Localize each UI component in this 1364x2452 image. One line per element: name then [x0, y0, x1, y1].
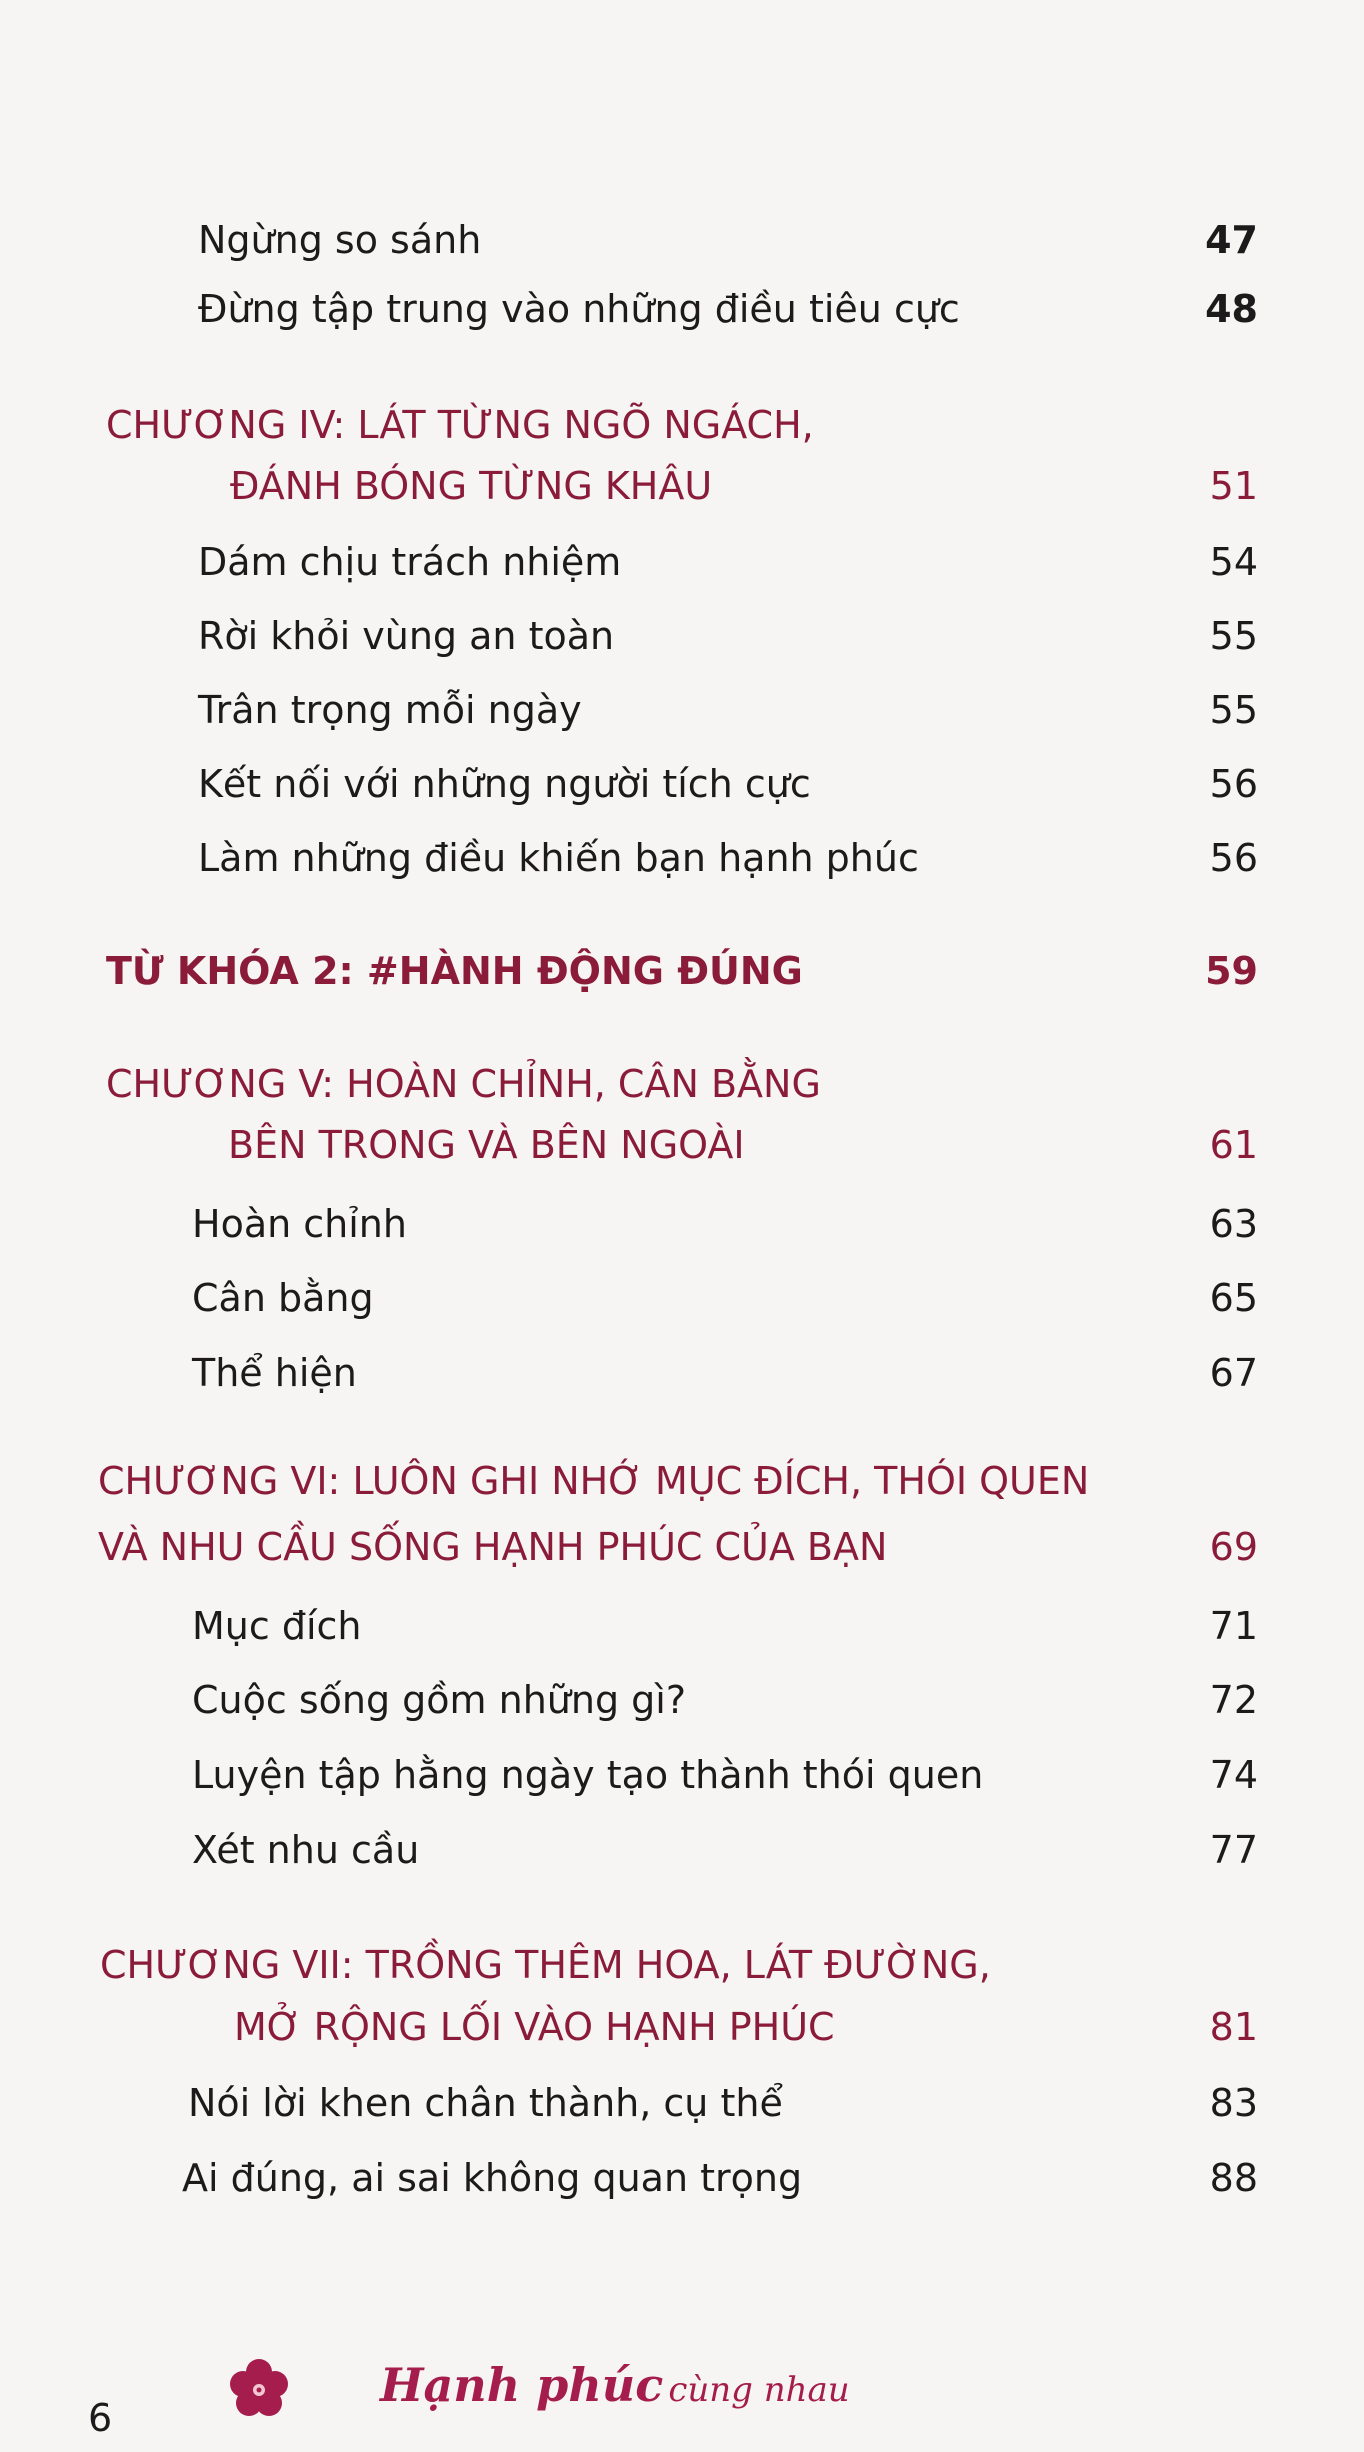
toc-entry — [0, 2143, 1364, 2213]
entry-page: 69 — [1209, 1525, 1258, 1569]
brand-sub: cùng nhau — [668, 2370, 850, 2410]
toc-entry — [0, 601, 1364, 671]
entry-title: Cân bằng — [192, 1276, 374, 1320]
toc-entry — [0, 1591, 1364, 1661]
chapter-title-line1: CHƯƠNG VII: TRỒNG THÊM HOA, LÁT ĐƯỜNG, — [100, 1943, 991, 1987]
entry-title: Đừng tập trung vào những điều tiêu cực — [198, 287, 960, 331]
entry-page: 67 — [1209, 1351, 1258, 1395]
chapter-heading — [0, 1110, 1364, 1180]
chapter-heading — [0, 1446, 1364, 1516]
entry-page: 65 — [1209, 1276, 1258, 1320]
toc-entry — [0, 527, 1364, 597]
entry-page: 59 — [1205, 949, 1258, 993]
entry-page: 74 — [1209, 1753, 1258, 1797]
entry-title: Kết nối với những người tích cực — [198, 762, 811, 806]
brand-main: Hạnh phúc — [380, 2358, 664, 2412]
entry-page: 63 — [1209, 1202, 1258, 1246]
entry-page: 71 — [1209, 1604, 1258, 1648]
toc-entry — [0, 1263, 1364, 1333]
page-number: 6 — [88, 2396, 113, 2440]
entry-title: Dám chịu trách nhiệm — [198, 540, 622, 584]
entry-title: Mục đích — [192, 1604, 362, 1648]
entry-page: 47 — [1205, 218, 1258, 262]
entry-page: 72 — [1209, 1678, 1258, 1722]
toc-entry — [0, 1189, 1364, 1259]
toc-entry — [0, 1740, 1364, 1810]
toc-entry — [0, 1338, 1364, 1408]
entry-page: 83 — [1209, 2081, 1258, 2125]
chapter-title-line1: CHƯƠNG VI: LUÔN GHI NHỚ MỤC ĐÍCH, THÓI QUEN — [98, 1459, 1090, 1503]
chapter-heading — [0, 390, 1364, 460]
chapter-heading — [0, 1512, 1364, 1582]
toc-entry — [0, 823, 1364, 893]
chapter-heading — [0, 1049, 1364, 1119]
entry-page: 56 — [1209, 762, 1258, 806]
chapter-title-line2: MỞ RỘNG LỐI VÀO HẠNH PHÚC — [234, 2005, 835, 2049]
chapter-title-line2: VÀ NHU CẦU SỐNG HẠNH PHÚC CỦA BẠN — [98, 1525, 888, 1569]
entry-page: 55 — [1209, 688, 1258, 732]
chapter-title-line2: BÊN TRONG VÀ BÊN NGOÀI — [228, 1123, 745, 1167]
entry-page: 54 — [1209, 540, 1258, 584]
chapter-heading — [0, 1992, 1364, 2062]
entry-title: Làm những điều khiến bạn hạnh phúc — [198, 836, 919, 880]
entry-title: Nói lời khen chân thành, cụ thể — [188, 2081, 783, 2125]
entry-title: Cuộc sống gồm những gì? — [192, 1678, 687, 1722]
entry-title: Rời khỏi vùng an toàn — [198, 614, 615, 658]
entry-page: 55 — [1209, 614, 1258, 658]
entry-page: 81 — [1209, 2005, 1258, 2049]
entry-page: 51 — [1209, 464, 1258, 508]
toc-entry — [0, 205, 1364, 275]
toc-entry — [0, 675, 1364, 745]
keyword-heading — [0, 936, 1364, 1006]
entry-title: Thể hiện — [192, 1351, 357, 1395]
entry-title: Xét nhu cầu — [192, 1828, 420, 1872]
keyword-title: TỪ KHÓA 2: #HÀNH ĐỘNG ĐÚNG — [106, 949, 803, 993]
entry-title: Ngừng so sánh — [198, 218, 482, 262]
toc-entry — [0, 1665, 1364, 1735]
chapter-title-line1: CHƯƠNG V: HOÀN CHỈNH, CÂN BẰNG — [106, 1062, 821, 1106]
entry-page: 48 — [1205, 287, 1258, 331]
chapter-heading — [0, 1930, 1364, 2000]
entry-page: 77 — [1209, 1828, 1258, 1872]
toc-entry — [0, 274, 1364, 344]
entry-page: 88 — [1209, 2156, 1258, 2200]
chapter-heading — [0, 451, 1364, 521]
chapter-title-line2: ĐÁNH BÓNG TỪNG KHÂU — [230, 464, 713, 508]
entry-page: 61 — [1209, 1123, 1258, 1167]
chapter-title-line1: CHƯƠNG IV: LÁT TỪNG NGÕ NGÁCH, — [106, 403, 814, 447]
flower-icon — [226, 2356, 292, 2422]
entry-title: Trân trọng mỗi ngày — [198, 688, 582, 732]
toc-entry — [0, 2068, 1364, 2138]
book-brand — [380, 2358, 850, 2412]
entry-title: Ai đúng, ai sai không quan trọng — [182, 2156, 803, 2200]
toc-entry — [0, 749, 1364, 819]
toc-entry — [0, 1815, 1364, 1885]
entry-title: Hoàn chỉnh — [192, 1202, 407, 1246]
entry-title: Luyện tập hằng ngày tạo thành thói quen — [192, 1753, 984, 1797]
entry-page: 56 — [1209, 836, 1258, 880]
